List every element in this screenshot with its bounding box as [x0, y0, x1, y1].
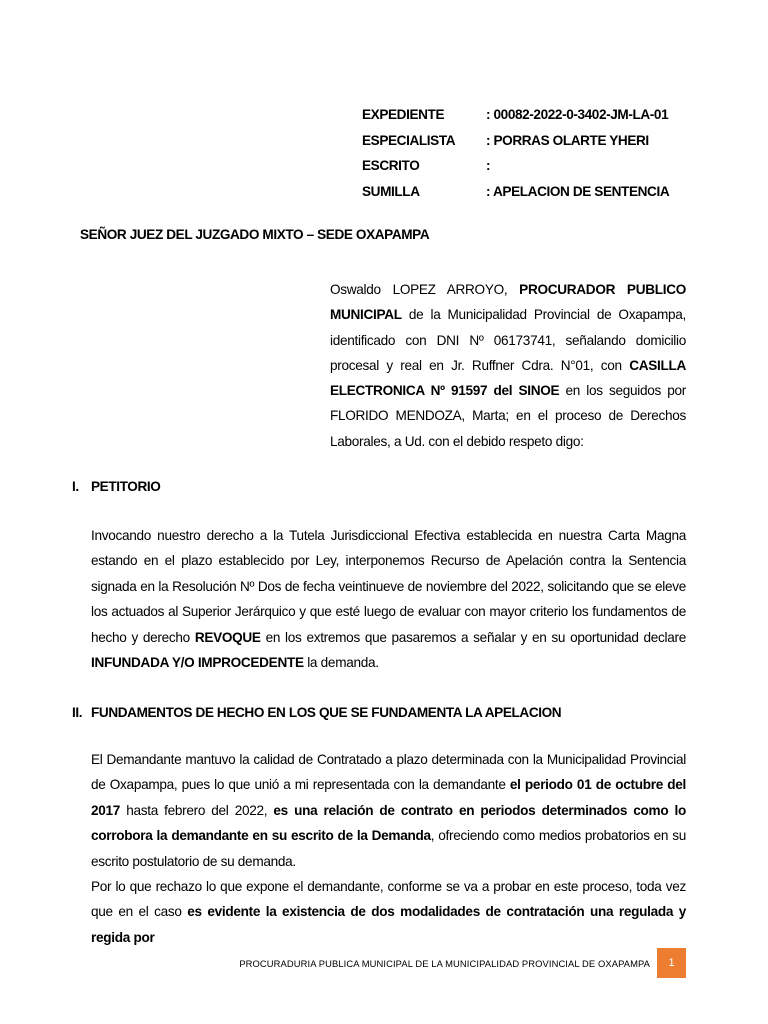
- intro-text: Oswaldo LOPEZ ARROYO,: [330, 282, 520, 297]
- section-number: II.: [72, 705, 83, 720]
- header-value: : PORRAS OLARTE YHERI: [486, 132, 649, 148]
- page-number-badge: 1: [657, 948, 686, 978]
- header-value: : 00082-2022-0-3402-JM-LA-01: [486, 107, 669, 123]
- para-bold: es una relación de contrato en periodos determinados como lo corrobora la demandante en su escrito de la Demanda: [91, 802, 686, 844]
- salutation: SEÑOR JUEZ DEL JUZGADO MIXTO – SEDE OXAPAMPA: [80, 227, 430, 242]
- case-header: [362, 102, 669, 204]
- header-key: EXPEDIENTE: [362, 107, 445, 123]
- para-bold: INFUNDADA Y/O IMPROCEDENTE: [91, 655, 304, 671]
- header-row-expediente: [362, 102, 669, 128]
- para-text: Por lo que rechazo lo que expone el demandante, conforme se va a probar en este proceso, toda vez que en el caso: [91, 879, 686, 920]
- section-heading: FUNDAMENTOS DE HECHO EN LOS QUE SE FUNDAMENTA LA APELACION: [91, 705, 562, 720]
- header-value: :: [486, 158, 491, 174]
- section-heading: PETITORIO: [91, 479, 161, 494]
- intro-text: en los seguidos por FLORIDO MENDOZA, Marta; en el proceso de Derechos Laborales, a Ud. con el debido respeto digo:: [330, 383, 686, 449]
- para-bold: REVOQUE: [194, 629, 261, 645]
- section-title-fundamentos: [72, 705, 561, 720]
- header-row-sumilla: [362, 179, 669, 205]
- section-number: I.: [72, 479, 79, 494]
- para-text: El Demandante mantuvo la calidad de Contratado a plazo determinada con la Municipalidad Provincial de Oxapampa, pues lo que unió a mi representada con la demandante: [91, 752, 686, 793]
- header-value: : APELACION DE SENTENCIA: [486, 183, 670, 199]
- para-text: hasta febrero del 2022,: [120, 802, 274, 818]
- header-row-escrito: [362, 153, 669, 179]
- intro-paragraph: [330, 277, 686, 454]
- fundamentos-paragraph-2: [91, 874, 686, 950]
- para-text: Invocando nuestro derecho a la Tutela Jurisdiccional Efectiva establecida en nuestra Carta Magna estando en el plazo establecido por Ley, interponemos Recurso de Apelación contra la Sentencia signada en la Resolución Nº Dos de fecha veintinueve de noviembre del 2022, solicitando que se eleve los actuados al Superior Jerárquico y que esté luego de evaluar con mayor criterio los fundamentos de hecho y derecho: [91, 528, 686, 645]
- petitorio-paragraph: [91, 523, 686, 675]
- header-key: SUMILLA: [362, 183, 420, 199]
- footer-text: PROCURADURIA PUBLICA MUNICIPAL DE LA MUNICIPALIDAD PROVINCIAL DE OXAPAMPA: [239, 958, 650, 969]
- fundamentos-paragraph-1: [91, 747, 686, 874]
- header-key: ESPECIALISTA: [362, 132, 456, 148]
- header-row-especialista: [362, 128, 669, 154]
- intro-text: de la Municipalidad Provincial de Oxapampa, identificado con DNI Nº 06173741, señalando domicilio procesal y real en Jr. Ruffner Cdra. N°01, con: [330, 307, 686, 373]
- para-text: la demanda.: [303, 655, 379, 671]
- para-text: en los extremos que pasaremos a señalar y en su oportunidad declare: [260, 629, 686, 645]
- para-bold: es evidente la existencia de dos modalidades de contratación una regulada y regida por: [91, 904, 687, 945]
- para-text: , ofreciendo como medios probatorios en su escrito postulatorio de su demanda.: [91, 828, 686, 869]
- para-bold: el periodo 01 de octubre del 2017: [91, 777, 687, 818]
- intro-bold: CASILLA ELECTRONICA Nº 91597 del SINOE: [330, 357, 686, 399]
- section-title-petitorio: [72, 479, 160, 494]
- intro-bold: PROCURADOR PUBLICO MUNICIPAL: [330, 282, 686, 323]
- header-key: ESCRITO: [362, 158, 420, 174]
- page-footer: [0, 948, 768, 978]
